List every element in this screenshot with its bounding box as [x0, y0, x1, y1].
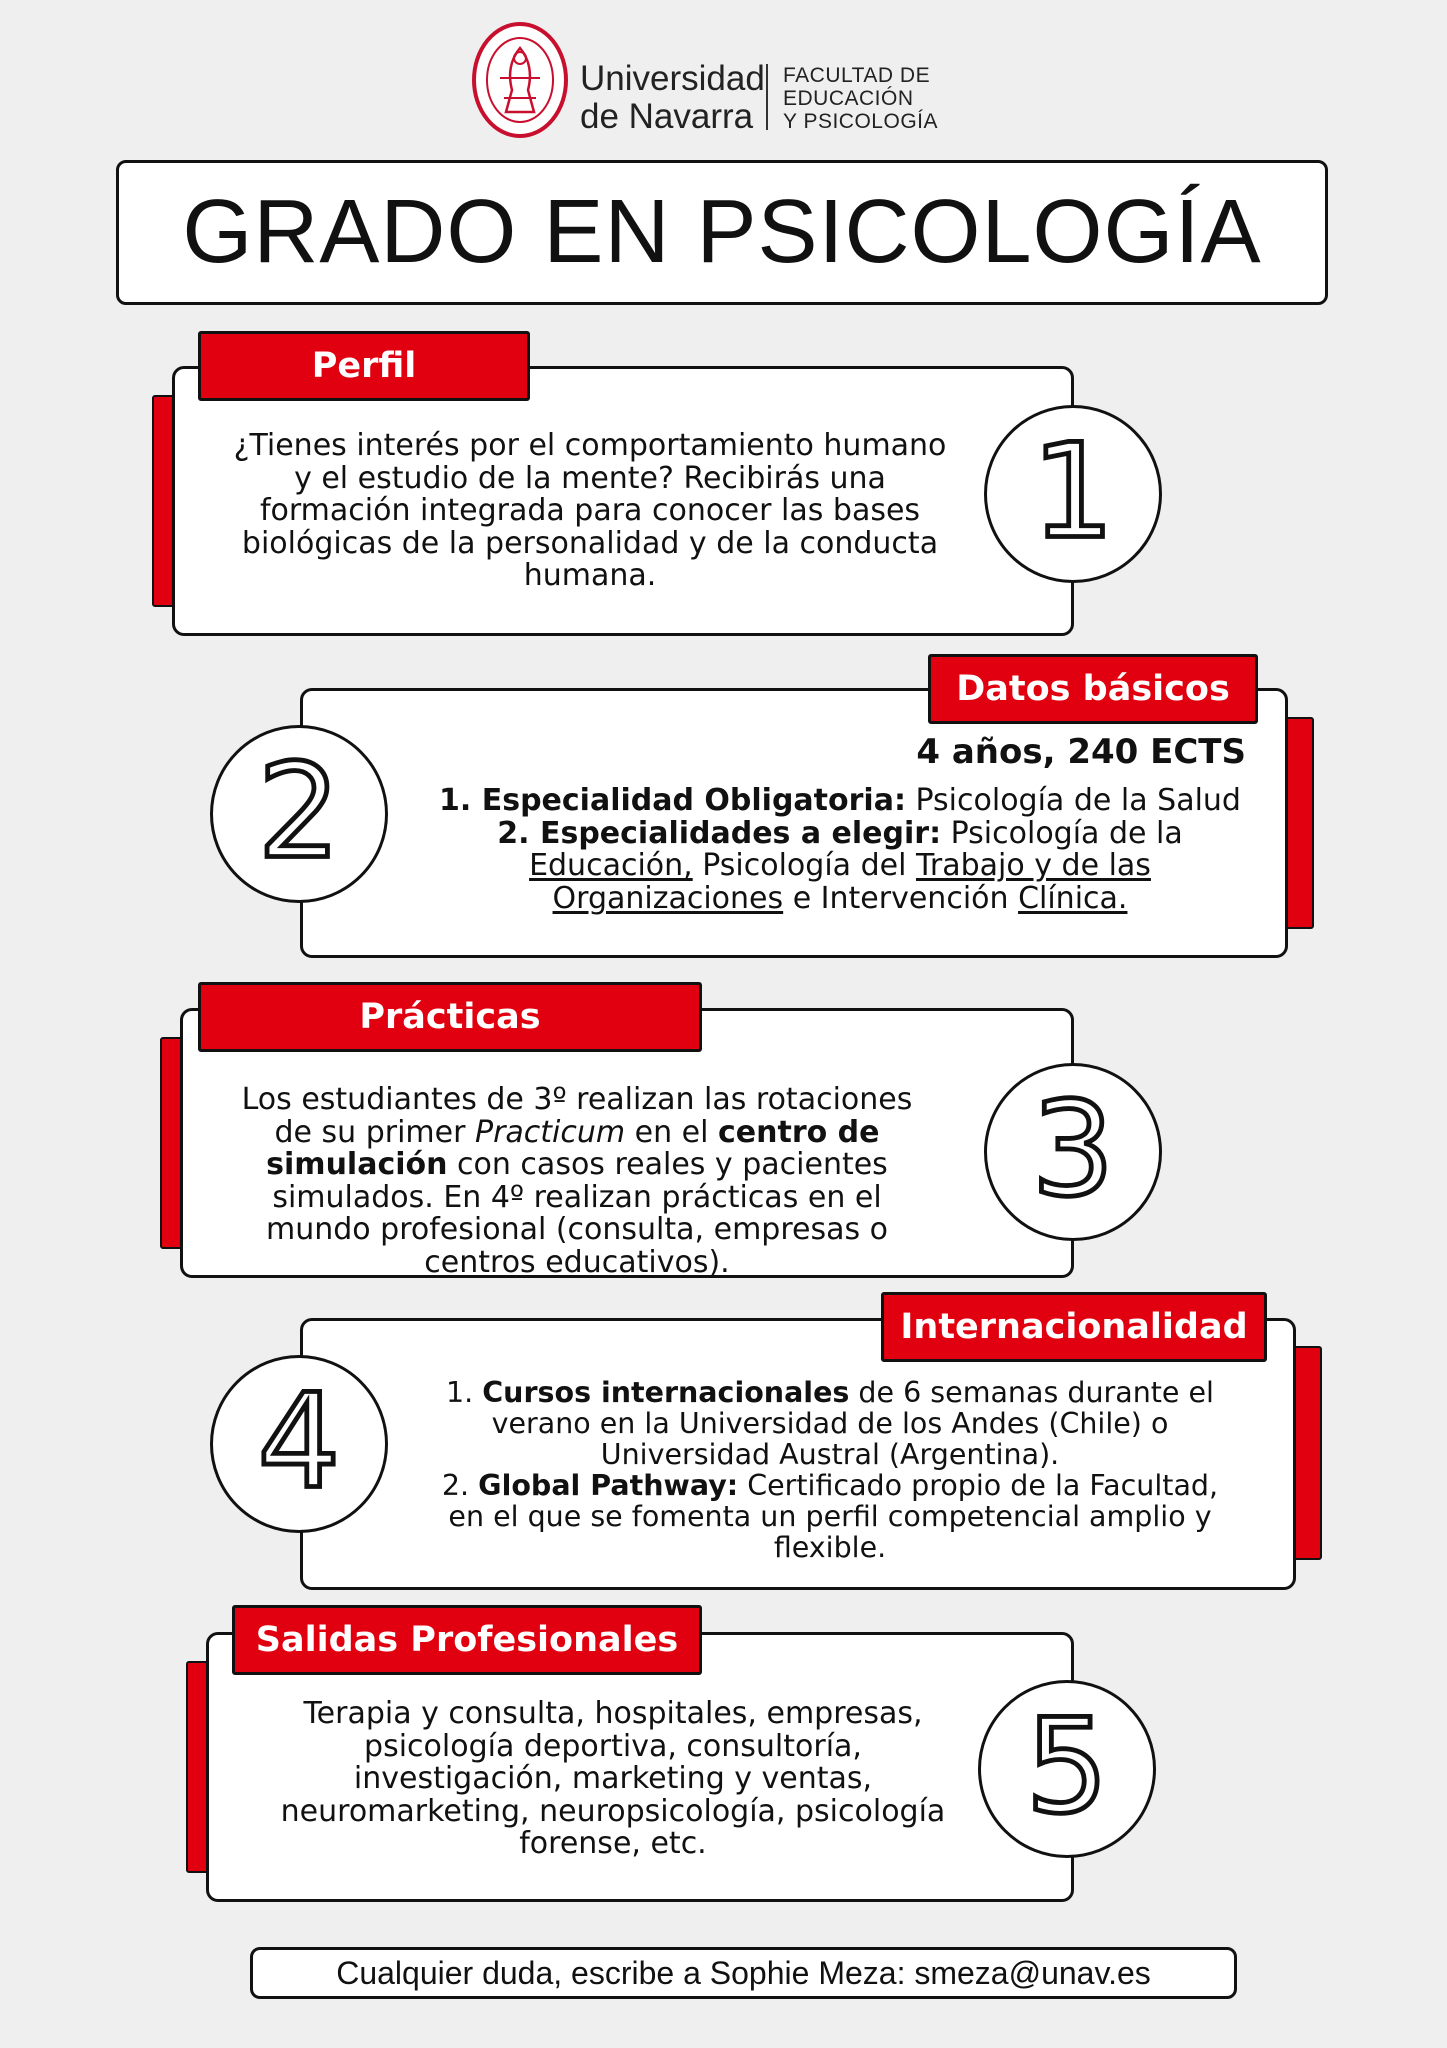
trabajo-link[interactable]: Trabajo y de las: [915, 848, 1151, 883]
intl-item1-bold: Cursos internacionales: [482, 1376, 850, 1409]
intl-item2-num: 2.: [441, 1469, 479, 1502]
practicas-text-3: en el: [625, 1114, 718, 1150]
datos-text: [430, 785, 1250, 915]
intl-item2-bold: Global Pathway:: [478, 1469, 739, 1502]
number-2-glyph: 2: [257, 735, 341, 888]
practicas-text-bold: centro de simulación: [266, 1114, 880, 1182]
datos-item1-prefix: 1. Especialidad Obligatoria:: [439, 783, 906, 818]
datos-psi-trabajo-text: Psicología del: [692, 848, 916, 883]
number-5-icon: [978, 1680, 1156, 1858]
datos-headline: 4 años, 240 ECTS: [916, 732, 1246, 772]
educacion-link[interactable]: Educación,: [529, 848, 693, 883]
intl-item2-text: Certificado propio de la Facultad, en el que se fomenta un perfil competencial amplio y flexible.: [448, 1469, 1219, 1564]
title-box: [116, 160, 1328, 305]
salidas-text: Terapia y consulta, hospitales, empresas, psicología deportiva, consultoría, investigación, marketing y ventas, neuromarketing, neuropsicología, psicología forense, etc.: [280, 1696, 946, 1861]
number-3-glyph: 3: [1031, 1073, 1115, 1226]
perfil-text: ¿Tienes interés por el comportamiento humano y el estudio de la mente? Recibirás una formación integrada para conocer las bases biológicas de la personalidad y de la conducta humana.: [233, 428, 947, 593]
intl-item1-num: 1.: [446, 1376, 483, 1409]
datos-label: Datos básicos: [928, 654, 1258, 724]
faculty-name: FACULTAD DE EDUCACIÓN Y PSICOLOGÍA: [783, 64, 938, 133]
practicas-text-1: Los estudiantes de 3º realizan las rotaciones de su primer: [241, 1082, 913, 1150]
intl-item1-text: de 6 semanas durante el verano en la Universidad de los Andes (Chile) o Universidad Austral (Argentina).: [491, 1376, 1214, 1471]
number-3-icon: [984, 1063, 1162, 1241]
practicas-text-5: con casos reales y pacientes simulados. En 4º realizan prácticas en el mundo profesional (consulta, empresas o centros educativos).: [265, 1147, 889, 1280]
university-name: Universidad de Navarra: [580, 59, 765, 136]
contact-footer: Cualquier duda, escribe a Sophie Meza: smeza@unav.es: [250, 1947, 1237, 1999]
datos-item2-prefix: 2. Especialidades a elegir:: [497, 815, 942, 851]
number-5-glyph: 5: [1025, 1690, 1109, 1843]
datos-intervencion-text: e Intervención: [783, 880, 1019, 916]
practicas-text-italic: Practicum: [474, 1114, 626, 1150]
clinica-link[interactable]: Clínica.: [1018, 880, 1128, 916]
practicas-label: Prácticas: [198, 982, 702, 1052]
page-title: GRADO EN PSICOLOGÍA: [182, 182, 1262, 282]
header-divider: [766, 64, 768, 130]
practicas-text: [222, 1084, 932, 1279]
organizaciones-link[interactable]: Organizaciones: [552, 880, 784, 916]
salidas-label: Salidas Profesionales: [232, 1605, 702, 1675]
number-4-icon: [210, 1355, 388, 1533]
datos-item2-text: Psicología de la: [941, 815, 1183, 851]
number-1-glyph: 1: [1031, 415, 1115, 568]
internacionalidad-text: [430, 1377, 1230, 1563]
internacionalidad-label: Internacionalidad: [881, 1292, 1267, 1362]
perfil-label: Perfil: [198, 331, 530, 401]
number-1-icon: [984, 405, 1162, 583]
datos-item1-text: Psicología de la Salud: [905, 783, 1241, 818]
number-4-glyph: 4: [257, 1365, 341, 1518]
university-seal-icon: [470, 20, 570, 140]
number-2-icon: [210, 725, 388, 903]
